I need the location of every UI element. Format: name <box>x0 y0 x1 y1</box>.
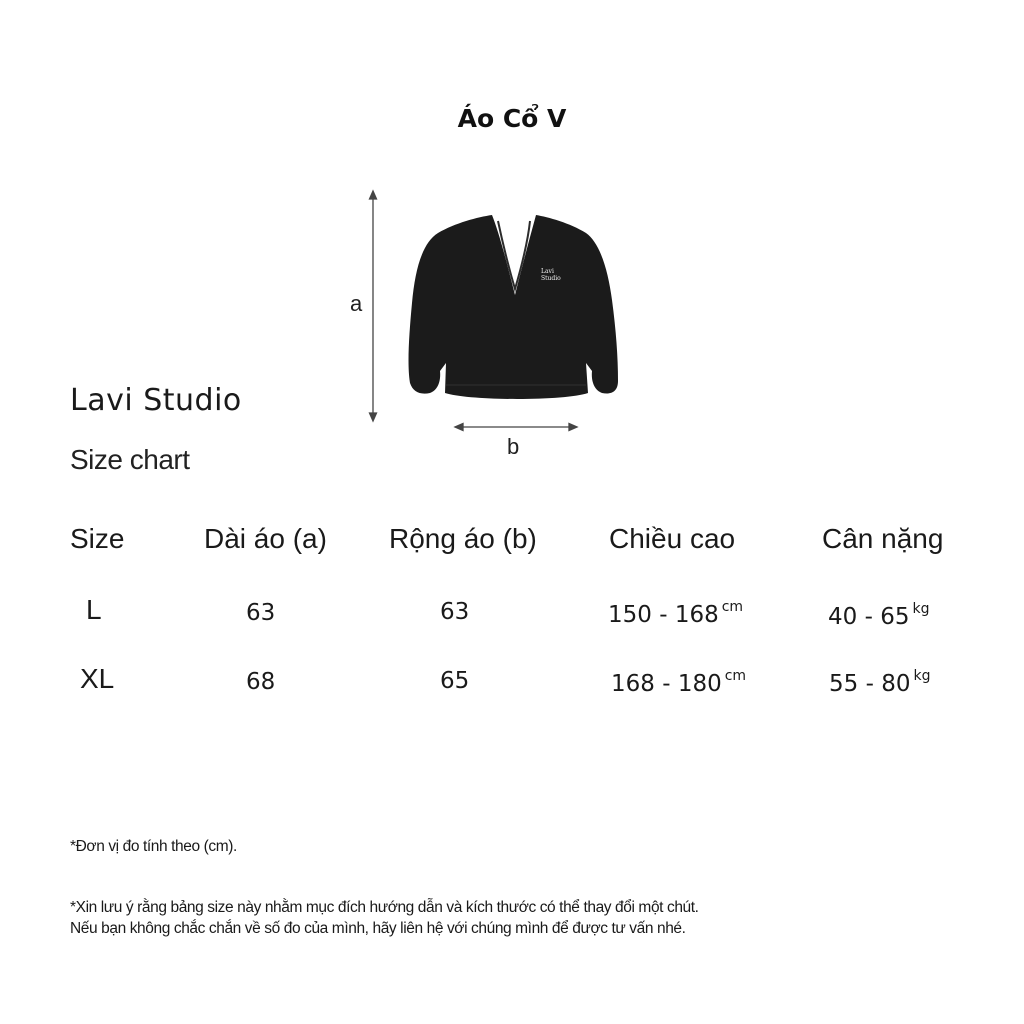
length-label: a <box>350 291 363 316</box>
row-xl-height <box>611 668 746 697</box>
brand-name: Lavi Studio <box>70 383 242 418</box>
header-height: Chiều cao <box>609 523 736 554</box>
unit-note: *Đơn vị đo tính theo (cm). <box>70 838 237 855</box>
row-l-height-value: 150 - 168 <box>608 602 719 628</box>
svg-text:Studio: Studio <box>541 275 561 282</box>
row-l-height <box>608 599 743 628</box>
row-xl-width: 65 <box>440 668 470 694</box>
row-l-weight-value: 40 - 65 <box>828 604 910 630</box>
svg-text:Lavi: Lavi <box>541 268 554 275</box>
row-l-weight-unit: kg <box>912 601 930 617</box>
width-arrow <box>455 424 577 431</box>
header-size: Size <box>70 523 125 554</box>
length-arrow <box>370 191 377 421</box>
row-xl-length: 68 <box>246 669 276 695</box>
disclaimer-line-2: Nếu bạn không chắc chắn về số đo của mình, hãy liên hệ với chúng mình để được tư vấn nhé. <box>70 920 686 937</box>
row-xl-weight <box>829 668 930 697</box>
row-xl-height-unit: cm <box>724 668 747 684</box>
header-length: Dài áo (a) <box>204 523 327 554</box>
row-l-weight <box>828 601 929 630</box>
row-xl-weight-unit: kg <box>913 668 931 684</box>
header-width: Rộng áo (b) <box>389 523 537 554</box>
row-l-size: L <box>86 594 102 625</box>
sweater-icon <box>409 215 618 399</box>
row-l-height-unit: cm <box>721 599 744 615</box>
row-l-length: 63 <box>246 600 276 626</box>
row-xl-size: XL <box>80 663 115 694</box>
header-weight: Cân nặng <box>822 523 944 554</box>
row-xl-weight-value: 55 - 80 <box>829 671 911 697</box>
width-label: b <box>507 434 520 459</box>
disclaimer-line-1: *Xin lưu ý rằng bảng size này nhằm mục đích hướng dẫn và kích thước có thể thay đổi một chút. <box>70 899 699 916</box>
chart-subtitle: Size chart <box>70 444 190 475</box>
row-xl-height-value: 168 - 180 <box>611 671 722 697</box>
row-l-width: 63 <box>440 599 470 625</box>
page-title: Áo Cổ V <box>457 104 567 133</box>
garment-diagram <box>360 185 630 465</box>
